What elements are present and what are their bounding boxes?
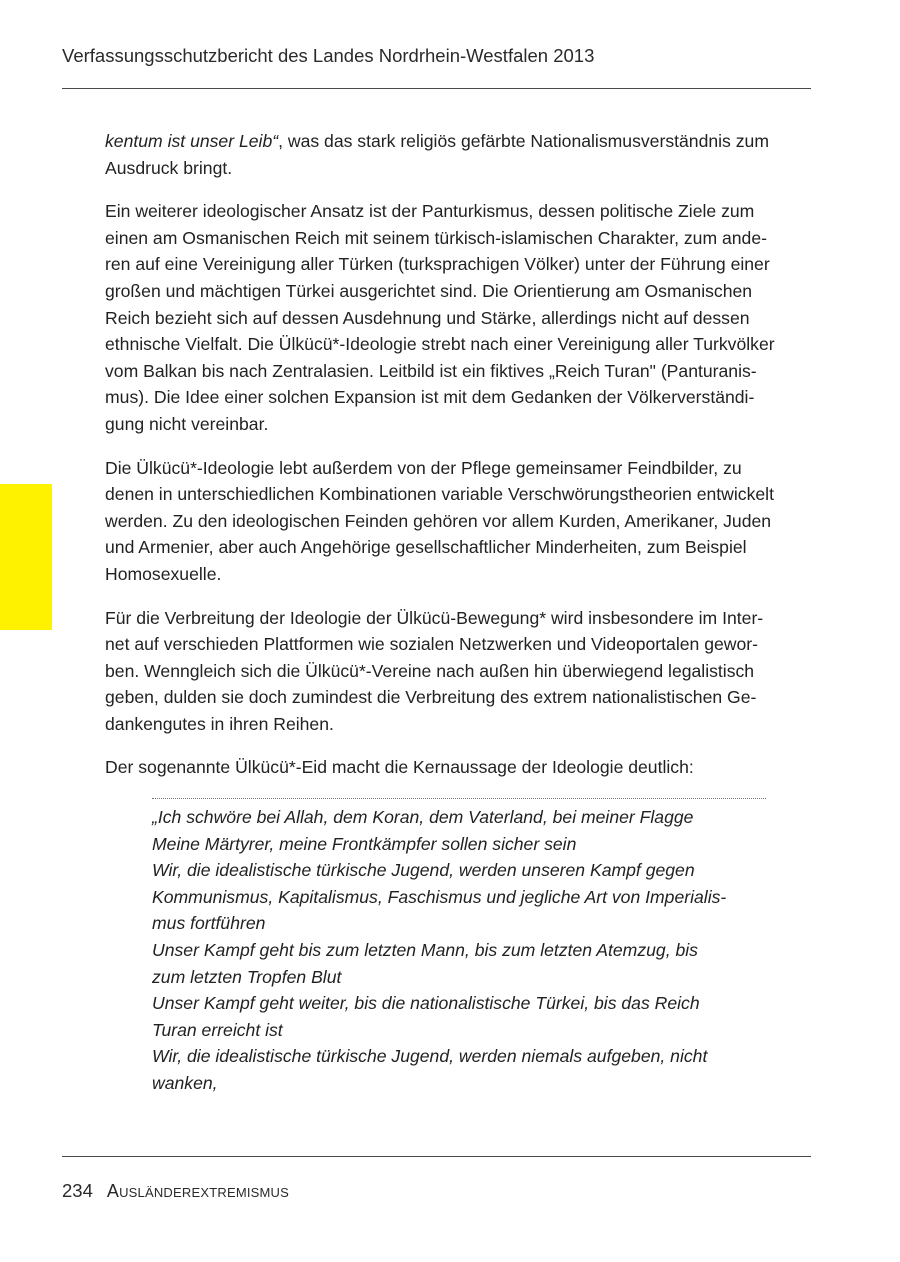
text-line: Ein weiterer ideologischer Ansatz ist der Panturkismus, dessen politische Ziele zum (105, 201, 755, 222)
oath-line: Kommunismus, Kapitalismus, Faschismus und jegliche Art von Imperialis- (152, 886, 727, 907)
text-line: vom Balkan bis nach Zentralasien. Leitbild ist ein fiktives „Reich Turan" (Panturanis- (105, 360, 757, 381)
oath-line: zum letzten Tropfen Blut (152, 966, 342, 987)
text-line: Die Ülkücü*-Ideologie lebt außerdem von der Pflege gemeinsamer Feindbilder, zu (105, 457, 742, 478)
chapter-marker-tab (0, 484, 52, 630)
text-line: großen und mächtigen Türkei ausgerichtet sind. Die Orientierung am Osmanischen (105, 280, 753, 301)
text-line: Der sogenannte Ülkücü*-Eid macht die Kernaussage der Ideologie deutlich: (105, 757, 694, 778)
text-line: mus). Die Idee einer solchen Expansion ist mit dem Gedanken der Völkerverständi- (105, 387, 755, 408)
oath-line: mus fortführen (152, 913, 266, 934)
text-line: werden. Zu den ideologischen Feinden gehören vor allem Kurden, Amerikaner, Juden (105, 510, 772, 531)
text-line: dankengutes in ihren Reihen. (105, 713, 334, 734)
paragraph-1 (105, 128, 817, 181)
running-header-title: Verfassungsschutzbericht des Landes Nordrhein-Westfalen 2013 (62, 45, 595, 66)
footer-divider (62, 1156, 811, 1157)
body-text (105, 128, 817, 798)
oath-quote-block (152, 798, 766, 1097)
text-line: ben. Wenngleich sich die Ülkücü*-Vereine nach außen hin überwiegend legalistisch (105, 660, 755, 681)
paragraph-3 (105, 455, 817, 588)
text-line: geben, dulden sie doch zumindest die Verbreitung des extrem nationalistischen Ge- (105, 687, 757, 708)
page-footer (62, 1180, 289, 1202)
paragraph-5 (105, 754, 817, 781)
oath-line: Unser Kampf geht weiter, bis die nationalistische Türkei, bis das Reich (152, 993, 700, 1014)
oath-line: Meine Märtyrer, meine Frontkämpfer sollen sicher sein (152, 833, 577, 854)
italic-quote-fragment: kentum ist unser Leib“ (105, 131, 279, 151)
header-divider (62, 88, 811, 89)
paragraph-2 (105, 198, 817, 437)
text-line: net auf verschieden Plattformen wie sozialen Netzwerken und Videoportalen gewor- (105, 634, 758, 655)
oath-line: „Ich schwöre bei Allah, dem Koran, dem Vaterland, bei meiner Flagge (152, 807, 694, 827)
text-line: und Armenier, aber auch Angehörige gesellschaftlicher Minderheiten, zum Beispiel (105, 537, 747, 558)
text-line: einen am Osmanischen Reich mit seinem türkisch-islamischen Charakter, zum ande- (105, 227, 767, 248)
text-line: ren auf eine Vereinigung aller Türken (turksprachigen Völker) unter der Führung einer (105, 254, 770, 275)
text-line: kentum ist unser Leib“, was das stark religiös gefärbte Nationalismusverständnis zum (105, 131, 769, 151)
text-line: Homosexuelle. (105, 563, 222, 584)
paragraph-4 (105, 605, 817, 738)
oath-line: Wir, die idealistische türkische Jugend, werden unseren Kampf gegen (152, 860, 695, 881)
text-line: Für die Verbreitung der Ideologie der Ülkücü-Bewegung* wird insbesondere im Inter- (105, 607, 764, 628)
oath-line: wanken, (152, 1072, 218, 1093)
page-number: 234 (62, 1180, 93, 1201)
text-line: Ausdruck bringt. (105, 157, 233, 178)
oath-line: Wir, die idealistische türkische Jugend, werden niemals aufgeben, nicht (152, 1046, 708, 1067)
oath-line: Unser Kampf geht bis zum letzten Mann, bis zum letzten Atemzug, bis (152, 939, 698, 960)
text-line: Reich bezieht sich auf dessen Ausdehnung und Stärke, allerdings nicht auf dessen (105, 307, 750, 328)
footer-section-title: Ausländerextremismus (106, 1181, 290, 1201)
text-line: gung nicht vereinbar. (105, 413, 269, 434)
text-line: ethnische Vielfalt. Die Ülkücü*-Ideologie strebt nach einer Vereinigung aller Turkvölker (105, 334, 775, 355)
text-line: denen in unterschiedlichen Kombinationen variable Verschwörungstheorien entwickelt (105, 484, 774, 505)
oath-line: Turan erreicht ist (152, 1019, 283, 1040)
